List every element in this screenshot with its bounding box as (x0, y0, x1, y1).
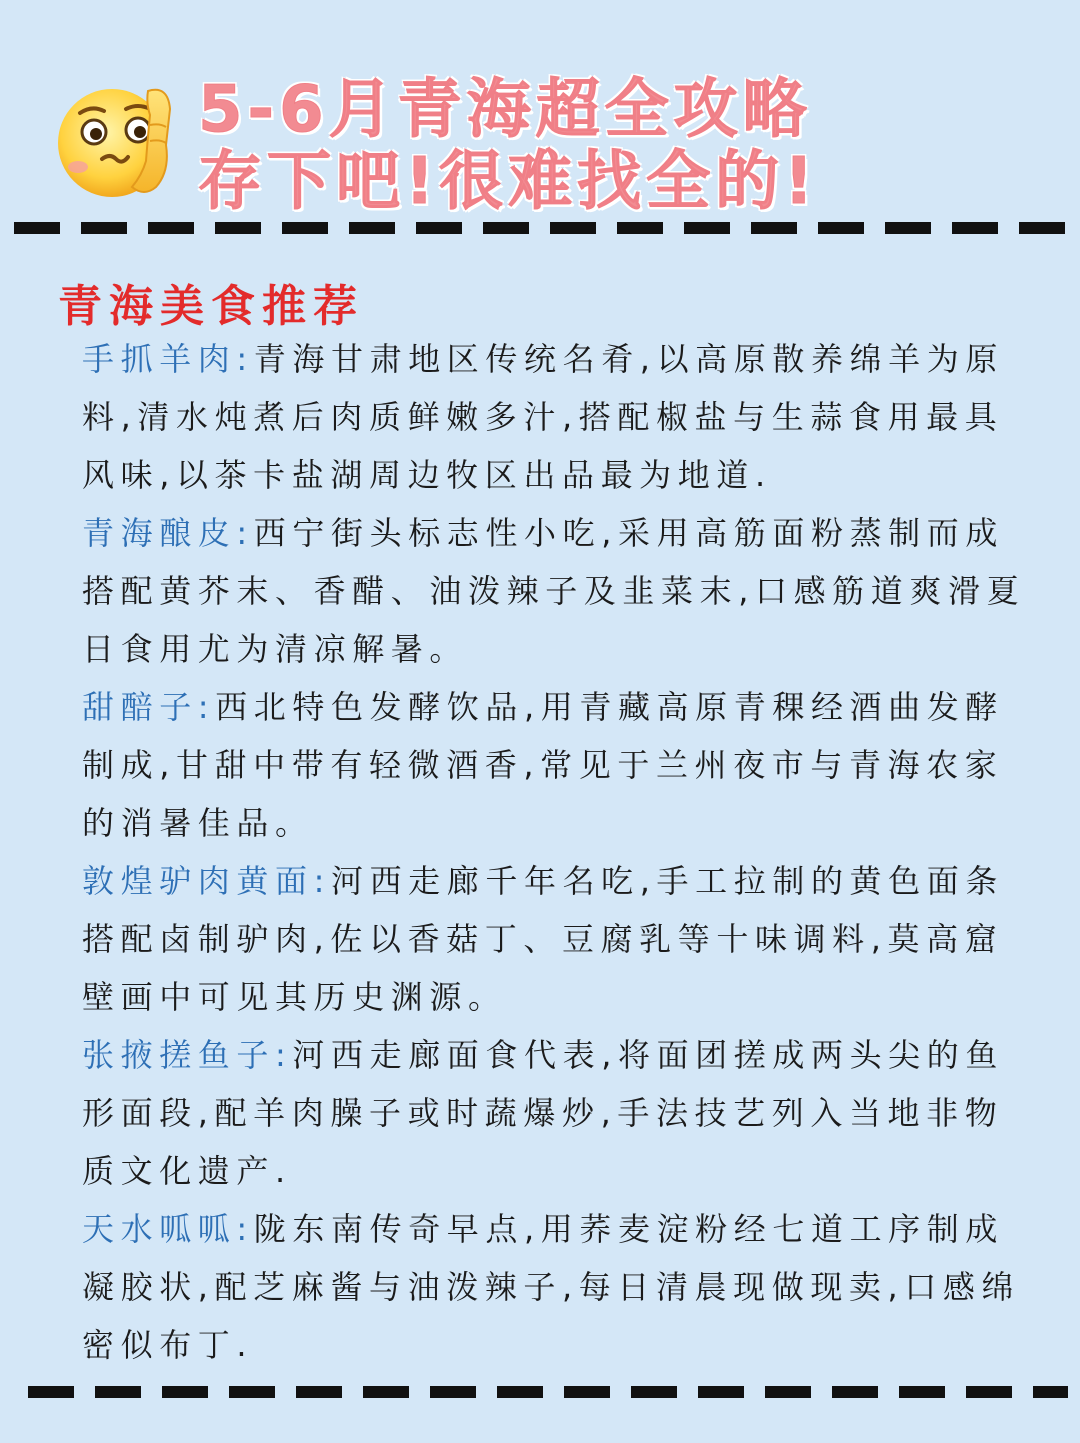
dish-name: 青海酿皮: (82, 514, 254, 552)
dish-description: 河西走廊千年名吃,手工拉制的黄色面条搭配卤制驴肉,佐以香菇丁、豆腐乳等十味调料,莫高窟壁画中可见其历史渊源。 (82, 862, 1004, 1016)
dashed-divider-top (14, 222, 1066, 234)
header (0, 0, 1080, 219)
page-title-line-1: 5-6月青海超全攻略 (198, 73, 812, 147)
dish-description: 河西走廊面食代表,将面团搓成两头尖的鱼形面段,配羊肉臊子或时蔬爆炒,手法技艺列入当地非物质文化遗产. (82, 1036, 1004, 1190)
dish-name: 甜醅子: (82, 688, 216, 726)
dish-item-dunhuang-lvrou-huangmian (82, 852, 1034, 1026)
dish-name: 张掖搓鱼子: (82, 1036, 293, 1074)
dish-item-qinghai-niangpi (82, 504, 1034, 678)
dish-item-zhangye-cuoyuzi (82, 1026, 1034, 1200)
dashed-divider-bottom (28, 1386, 1068, 1398)
dish-name: 手抓羊肉: (82, 340, 254, 378)
dish-name: 天水呱呱: (82, 1210, 254, 1248)
dish-item-tianpeizi (82, 678, 1034, 852)
dish-list (82, 330, 1034, 1374)
page-title-line-2: 存下吧!很难找全的! (198, 145, 819, 219)
dish-description: 西北特色发酵饮品,用青藏高原青稞经酒曲发酵制成,甘甜中带有轻微酒香,常见于兰州夜市与青海农家的消暑佳品。 (82, 688, 1004, 842)
dish-item-tianshui-guagua (82, 1200, 1034, 1374)
dish-name: 敦煌驴肉黄面: (82, 862, 331, 900)
dish-description: 西宁街头标志性小吃,采用高筋面粉蒸制而成搭配黄芥末、香醋、油泼辣子及韭菜末,口感筋道爽滑夏日食用尤为清凉解暑。 (82, 514, 1026, 668)
dish-description: 陇东南传奇早点,用荞麦淀粉经七道工序制成凝胶状,配芝麻酱与油泼辣子,每日清晨现做现卖,口感绵密似布丁. (82, 1210, 1021, 1364)
thinking-face-emoji-icon (50, 75, 180, 205)
dish-item-shouzhua-yangrou (82, 330, 1034, 504)
section-title: 青海美食推荐 (58, 281, 364, 332)
dish-description: 青海甘肃地区传统名肴,以高原散养绵羊为原料,清水炖煮后肉质鲜嫩多汁,搭配椒盐与生蒜食用最具风味,以茶卡盐湖周边牧区出品最为地道. (82, 340, 1004, 494)
